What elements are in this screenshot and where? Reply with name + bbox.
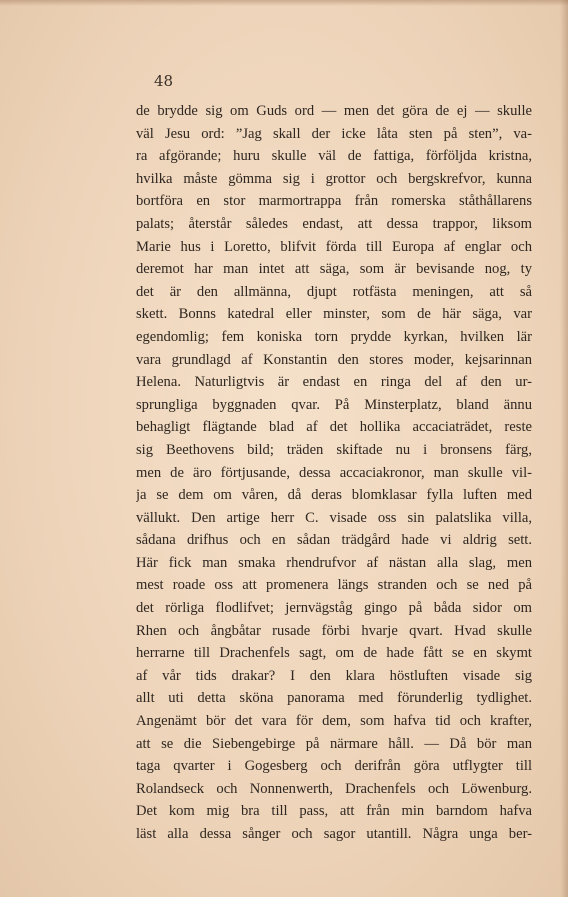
text-line: Rhen och ångbåtar rusade förbi hvarje qvart. Hvad skulle bbox=[136, 622, 532, 639]
text-line: men de äro förtjusande, dessa accaciakronor, man skulle vil- bbox=[136, 464, 532, 481]
text-line: vällukt. Den artige herr C. visade oss sin palatslika villa, bbox=[136, 509, 532, 526]
text-line: Helena. Naturligtvis är endast en ringa del af den ur- bbox=[136, 374, 532, 391]
text-line: det är den allmänna, djupt rotfästa meningen, att så bbox=[136, 283, 532, 300]
text-line: att se die Siebengebirge på närmare håll. — Då bör man bbox=[136, 735, 532, 752]
text-line: det rörliga flodlifvet; jernvägståg gingo på båda sidor om bbox=[136, 600, 532, 617]
text-line: Rolandseck och Nonnenwerth, Drachenfels och Löwenburg. bbox=[136, 780, 532, 797]
text-line: allt uti detta sköna panorama med förunderlig tydlighet. bbox=[136, 690, 532, 707]
text-line: hvilka måste gömma sig i grottor och bergskrefvor, kunna bbox=[136, 170, 532, 187]
text-line: Här fick man smaka rhendrufvor af nästan alla slag, men bbox=[136, 554, 532, 571]
text-line: palats; återstår således endast, att dessa trappor, liksom bbox=[136, 215, 532, 232]
text-line: sådana drifhus och en sådan trädgård hade vi aldrig sett. bbox=[136, 532, 532, 549]
text-line: egendomlig; fem koniska torn prydde kyrkan, hvilken lär bbox=[136, 328, 532, 345]
text-line: af vår tids drakar? I den klara höstluften visade sig bbox=[136, 667, 532, 684]
text-line: skett. Bonns katedral eller minster, som de här säga, var bbox=[136, 306, 532, 323]
text-line: läst alla dessa sånger och sagor utantill. Några unga ber- bbox=[136, 826, 532, 842]
text-line: väl Jesu ord: ”Jag skall der icke låta sten på sten”, va- bbox=[136, 125, 532, 142]
text-line: Angenämt bör det vara för dem, som hafva tid och krafter, bbox=[136, 713, 532, 730]
text-line: deremot har man intet att säga, som är bevisande nog, ty bbox=[136, 261, 532, 278]
body-text bbox=[136, 100, 532, 846]
page-number: 48 bbox=[154, 72, 174, 90]
text-line: ra afgörande; huru skulle väl de fattiga, förföljda kristna, bbox=[136, 148, 532, 165]
text-line: de brydde sig om Guds ord — men det göra de ej — skulle bbox=[136, 103, 532, 119]
text-line: bortföra en stor marmortrappa från romerska ståthållarens bbox=[136, 193, 532, 210]
text-line: behagligt flägtande blad af det hollika accaciaträdet, reste bbox=[136, 419, 532, 436]
text-line: taga qvarter i Gogesberg och derifrån göra utflygter till bbox=[136, 758, 532, 775]
text-line: Marie hus i Loretto, blifvit förda till Europa af englar och bbox=[136, 238, 532, 255]
text-line: vara grundlagd af Konstantin den stores moder, kejsarinnan bbox=[136, 351, 532, 368]
text-line: mest roade oss att promenera längs stranden och se ned på bbox=[136, 577, 532, 594]
text-line: herrarne till Drachenfels sagt, om de hade fått se en skymt bbox=[136, 645, 532, 662]
text-line: sig Beethovens bild; träden skiftade nu i bronsens färg, bbox=[136, 441, 532, 458]
text-line: sprungliga byggnaden qvar. På Minsterplatz, bland ännu bbox=[136, 396, 532, 413]
text-line: ja se dem om våren, då deras blomklasar fylla luften med bbox=[136, 487, 532, 504]
text-line: Det kom mig bra till pass, att från min barndom hafva bbox=[136, 803, 532, 820]
